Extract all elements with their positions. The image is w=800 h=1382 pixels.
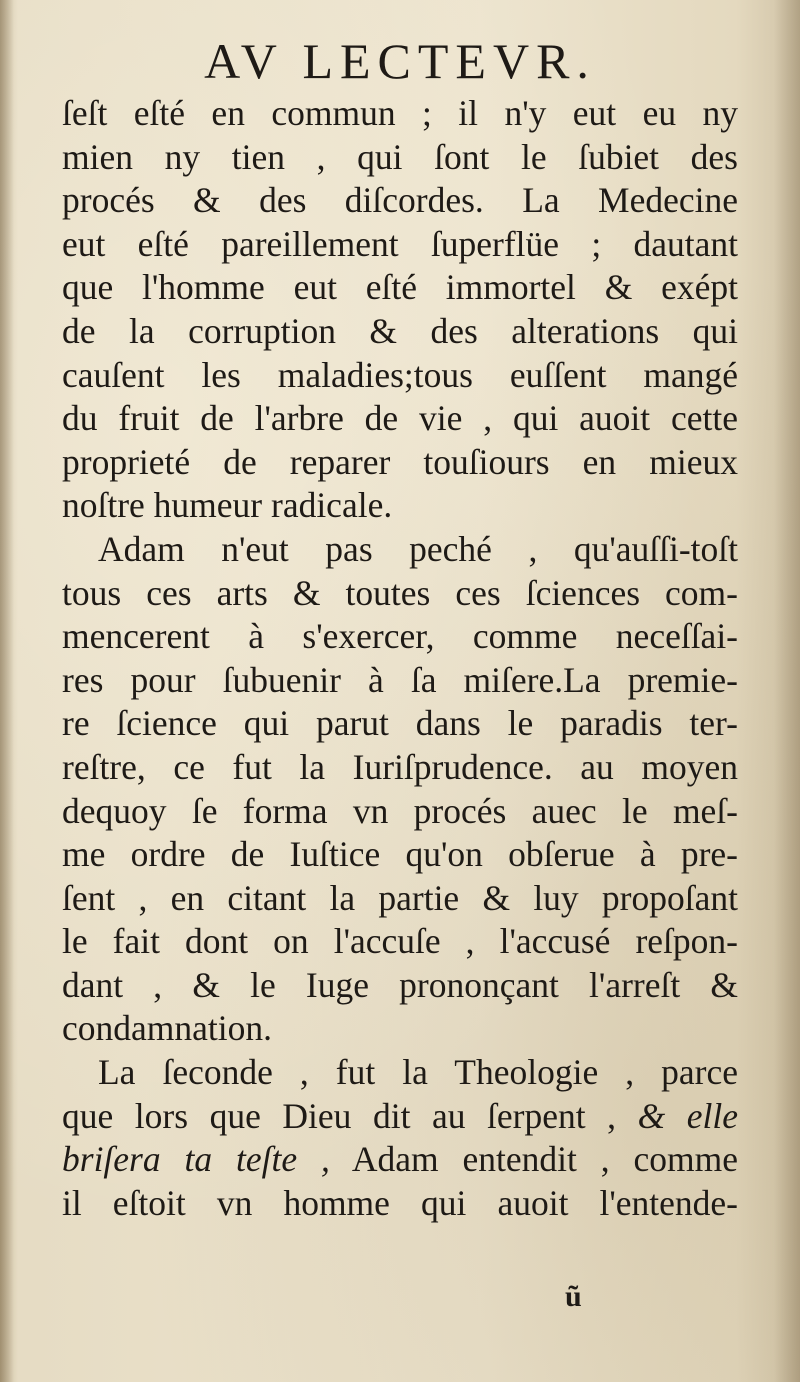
- paragraph-2: [62, 528, 738, 1051]
- paragraph-1: [62, 92, 738, 528]
- text-line: noſtre humeur radicale.: [62, 485, 393, 526]
- text-line: le fait dont on l'accuſe , l'accusé reſpon-: [62, 921, 738, 962]
- page-gutter-shadow: [0, 0, 14, 1382]
- text-line: procés & des diſcordes. La Medecine: [62, 180, 738, 221]
- text-line: re ſcience qui parut dans le paradis ter-: [62, 703, 738, 744]
- text-line: cauſent les maladies;tous euſſent mangé: [62, 354, 738, 395]
- text-line: tous ces arts & toutes ces ſciences com-: [62, 572, 738, 613]
- text-line: proprieté de reparer touſiours en mieux: [62, 441, 738, 482]
- text-line: dant , & le Iuge prononçant l'arreſt &: [62, 964, 738, 1005]
- text-line: Adam n'eut pas peché , qu'auſſi-toſt: [98, 528, 738, 569]
- text-line: du fruit de l'arbre de vie , qui auoit cette: [62, 398, 738, 439]
- text-line: ſent , en citant la partie & luy propoſant: [62, 877, 738, 918]
- text-line: res pour ſubuenir à ſa miſere.La premie-: [62, 659, 738, 700]
- text-line: condamnation.: [62, 1008, 272, 1049]
- text-line-with-italic: [62, 1138, 738, 1182]
- paragraph-3: [62, 1051, 738, 1225]
- text-line: reſtre, ce fut la Iuriſprudence. au moyen: [62, 746, 738, 787]
- text-line: mencerent à s'exercer, comme neceſſai-: [62, 616, 738, 657]
- italic-fragment: & elle: [637, 1095, 738, 1136]
- running-head: AV LECTEVR.: [204, 33, 596, 89]
- text-fragment: Adam entendit , comme: [329, 1139, 738, 1180]
- page-edge-shadow: [774, 0, 800, 1382]
- text-line: que l'homme eut eſté immortel & exépt: [62, 267, 738, 308]
- text-line: me ordre de Iuſtice qu'on obſerue à pre-: [62, 834, 738, 875]
- text-line: mien ny tien , qui ſont le ſubiet des: [62, 136, 738, 177]
- text-line-with-italic: [62, 1095, 738, 1139]
- text-line: eut eſté pareillement ſuperflüe ; dautant: [62, 223, 738, 264]
- text-line: ſeſt eſté en commun ; il n'y eut eu ny: [62, 93, 738, 133]
- italic-fragment: briſera ta teſte ,: [62, 1139, 330, 1180]
- text-fragment: que lors que Dieu dit au ſerpent ,: [62, 1095, 638, 1136]
- body-text: [62, 92, 738, 1225]
- signature-mark: ũ: [565, 1280, 582, 1313]
- text-line: de la corruption & des alterations qui: [62, 310, 738, 351]
- text-line: dequoy ſe forma vn procés auec le meſ-: [62, 790, 738, 831]
- text-line: il eſtoit vn homme qui auoit l'entende-: [62, 1182, 738, 1223]
- text-line: La ſeconde , fut la Theologie , parce: [98, 1052, 738, 1093]
